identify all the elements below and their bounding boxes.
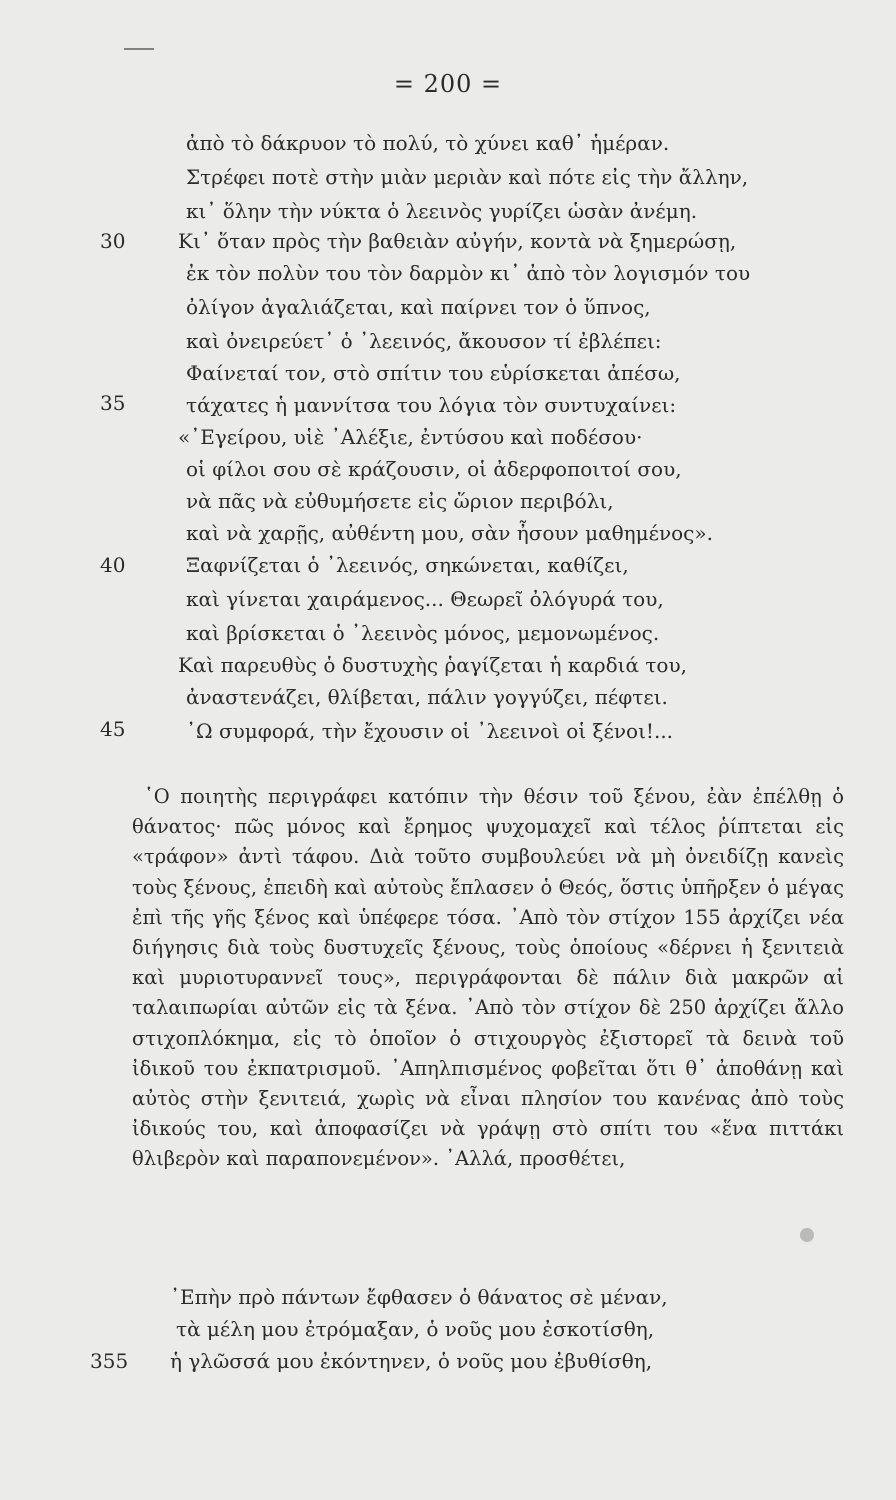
poem-line: τάχατες ἡ μαννίτσα του λόγια τὸν συντυχαίνει: — [186, 393, 677, 417]
poem-line: Κι᾽ ὅταν πρὸς τὴν βαθειὰν αὐγήν, κοντὰ νὰ ξημερώσῃ, — [178, 229, 737, 253]
line-number: 45 — [100, 717, 126, 741]
poem-line: καὶ νὰ χαρῇς, αὐθέντη μου, σὰν ἦσουν μαθημένος». — [186, 521, 713, 545]
poem-line: ἀναστενάζει, θλίβεται, πάλιν γογγύζει, πέφτει. — [186, 685, 668, 709]
ink-smudge — [800, 1228, 814, 1242]
poem-line: Ξαφνίζεται ὁ ᾽λεεινός, σηκώνεται, καθίζει, — [186, 553, 629, 577]
line-number: 355 — [90, 1349, 129, 1373]
commentary-text: ῾Ο ποιητὴς περιγράφει κατόπιν τὴν θέσιν τοῦ ξένου, ἐὰν ἐπέλθῃ ὁ θάνατος· πῶς μόνος καὶ ἔρημος ψυχομαχεῖ καὶ τέλος ῥίπτεται εἰς «τράφον» ἀντὶ τάφου. Διὰ τοῦτο συμβουλεύει νὰ μὴ ὀνειδίζῃ κανεὶς τοὺς ξένους, ἐπειδὴ καὶ αὐτοὺς ἔπλασεν ὁ Θεός, ὅστις ὑπῆρξεν ὁ μέγας ἐπὶ τῆς γῆς ξένος καὶ ὑπέφερε τόσα. ᾽Απὸ τὸν στίχον 155 ἀρχίζει νέα διήγησις διὰ τοὺς δυστυχεῖς ξένους, τοὺς ὁποίους «δέρνει ἡ ξενιτειὰ καὶ μυριοτυραννεῖ τους», περιγράφονται δὲ πάλιν διὰ μακρῶν αἱ ταλαιπωρίαι αὐτῶν εἰς τὰ ξένα. ᾽Απὸ τὸν στίχον δὲ 250 ἀρχίζει ἄλλο στιχοπλόκημα, εἰς τὸ ὁποῖον ὁ στιχουργὸς ἐξιστορεῖ τὰ δεινὰ τοῦ ἰδικοῦ του ἐκπατρισμοῦ. ᾽Απηλπισμένος φοβεῖται ὅτι θ᾽ ἀποθάνῃ καὶ αὐτὸς στὴν ξενιτειά, χωρὶς νὰ εἶναι πλησίον του κανένας ἀπὸ τοὺς ἰδικούς του, καὶ ἀποφασίζει νὰ γράψῃ στὸ σπίτι του «ἕνα πιττάκι θλιβερὸν καὶ παραπονεμένον». ᾽Αλλά, προσθέτει, — [132, 785, 844, 1171]
line-number: 40 — [100, 553, 126, 577]
poem-line: τὰ μέλη μου ἐτρόμαξαν, ὁ νοῦς μου ἐσκοτίσθη, — [176, 1317, 655, 1341]
poem-line: Καὶ παρευθὺς ὁ δυστυχὴς ῥαγίζεται ἡ καρδιά του, — [178, 653, 687, 677]
poem-line: καὶ γίνεται χαιράμενος... Θεωρεῖ ὀλόγυρά του, — [186, 587, 664, 611]
line-number: 35 — [100, 391, 126, 415]
poem-line: κι᾽ ὅλην τὴν νύκτα ὁ λεεινὸς γυρίζει ὡσὰν ἀνέμη. — [186, 199, 698, 223]
poem-line: οἱ φίλοι σου σὲ κράζουσιν, οἱ ἀδερφοποιτοί σου, — [186, 457, 682, 481]
poem-line: καὶ βρίσκεται ὁ ᾽λεεινὸς μόνος, μεμονωμένος. — [186, 621, 660, 645]
poem-line: ὀλίγον ἀγαλιάζεται, καὶ παίρνει τον ὁ ὕπνος, — [186, 295, 651, 319]
poem-line: Στρέφει ποτὲ στὴν μιὰν μεριὰν καὶ πότε εἰς τὴν ἄλλην, — [186, 165, 749, 189]
poem-line: «᾽Εγείρου, υἱὲ ᾽Αλέξιε, ἐντύσου καὶ ποδέσου· — [178, 425, 643, 449]
margin-mark — [124, 48, 154, 50]
poem-line: νὰ πᾶς νὰ εὐθυμήσετε εἰς ὥριον περιβόλι, — [186, 489, 614, 513]
poem-line: ἐκ τὸν πολὺν του τὸν δαρμὸν κι᾽ ἀπὸ τὸν λογισμόν του — [186, 261, 751, 285]
poem-line: ἡ γλῶσσά μου ἐκόντηνεν, ὁ νοῦς μου ἐβυθίσθη, — [170, 1349, 653, 1373]
page-number: = 200 = — [393, 70, 503, 98]
commentary-paragraph — [132, 782, 844, 1175]
poem-line: ἀπὸ τὸ δάκρυον τὸ πολύ, τὸ χύνει καθ᾽ ἡμέραν. — [186, 131, 670, 155]
line-number: 30 — [100, 229, 126, 253]
poem-line: ᾽Επὴν πρὸ πάντων ἔφθασεν ὁ θάνατος σὲ μέναν, — [170, 1285, 668, 1309]
poem-line: καὶ ὀνειρεύετ᾽ ὁ ᾽λεεινός, ἄκουσον τί ἐβλέπει: — [186, 329, 662, 353]
poem-line: Φαίνεταί τον, στὸ σπίτιν του εὑρίσκεται ἀπέσω, — [186, 361, 681, 385]
poem-line: ᾽Ω συμφορά, τὴν ἔχουσιν οἱ ᾽λεεινοὶ οἱ ξένοι!... — [186, 719, 674, 743]
